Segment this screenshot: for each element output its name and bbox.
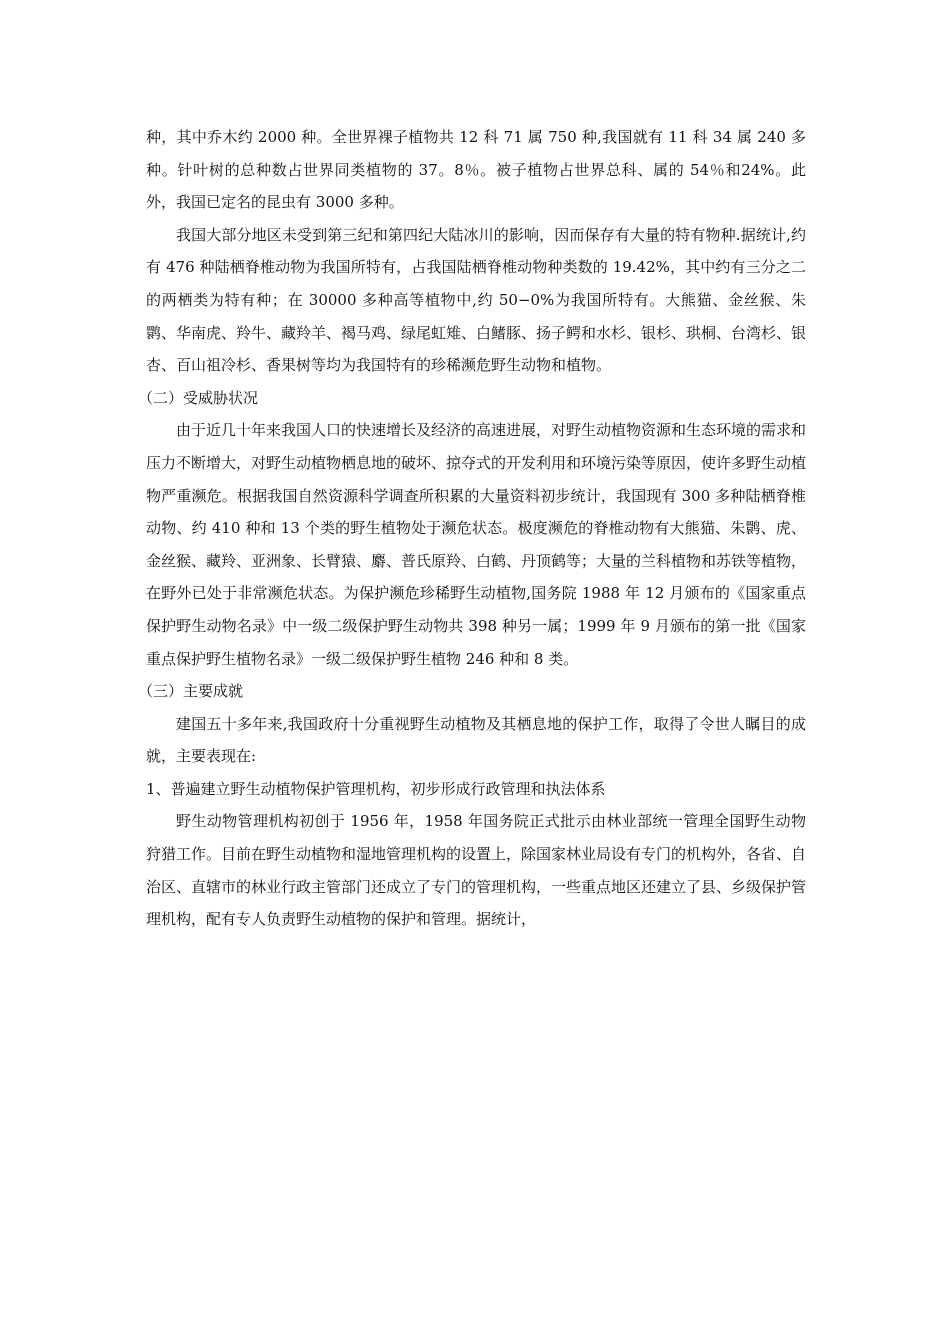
document-body: [138, 121, 807, 936]
paragraph-threat-status: 由于近几十年来我国人口的快速增长及经济的高速进展，对野生动植物资源和生态环境的需求和压力不断增大，对野生动植物栖息地的破坏、掠夺式的开发利用和环境污染等原因，使许多野生动植物严重濒危。根据我国自然资源科学调查所积累的大量资料初步统计，我国现有 300 多种陆栖脊椎动物、约 410 种和 13 个类的野生植物处于濒危状态。极度濒危的脊椎动物有大熊猫、朱鹮、虎、金丝猴、藏羚、亚洲象、长臂猿、麝、普氏原羚、白鹤、丹顶鹤等；大量的兰科植物和苏铁等植物，在野外已处于非常濒危状态。为保护濒危珍稀野生动植物,国务院 1988 年 12 月颁布的《国家重点保护野生动物名录》中一级二级保护野生动物共 398 种另一属；1999 年 9 月颁布的第一批《国家重点保护野生植物名录》一级二级保护野生植物 246 种和 8 类。: [146, 421, 807, 668]
subheading-management-agencies: 1、普遍建立野生动植物保护管理机构，初步形成行政管理和执法体系: [146, 779, 606, 798]
paragraph-achievements-intro: 建国五十多年来,我国政府十分重视野生动植物及其栖息地的保护工作，取得了令世人瞩目的成就，主要表现在:: [146, 714, 806, 766]
section-heading-achievements: （三）主要成就: [138, 682, 244, 701]
paragraph-management-history: 野生动物管理机构初创于 1956 年，1958 年国务院正式批示由林业部统一管理全国野生动物狩猎工作。目前在野生动植物和湿地管理机构的设置上，除国家林业局设有专门的机构外，各省、自治区、直辖市的林业行政主管部门还成立了专门的管理机构，一些重点地区还建立了县、乡级保护管理机构，配有专人负责野生动植物的保护和管理。据统计，: [146, 812, 807, 929]
paragraph-endemic-species: 我国大部分地区未受到第三纪和第四纪大陆冰川的影响，因而保存有大量的特有物种.据统计,约有 476 种陆栖脊椎动物为我国所特有，占我国陆栖脊椎动物种类数的 19.42%，其中约有三分之二的两栖类为特有种；在 30000 多种高等植物中,约 50−0%为我国所特有。大熊猫、金丝猴、朱鹮、华南虎、羚牛、藏羚羊、褐马鸡、绿尾虹雉、白鳍豚、扬子鳄和水杉、银杉、珙桐、台湾杉、银杏、百山祖冷杉、香果树等均为我国特有的珍稀濒危野生动物和植物。: [146, 225, 807, 375]
paragraph-plant-species-stats: 种，其中乔木约 2000 种。全世界裸子植物共 12 科 71 属 750 种,我国就有 11 科 34 属 240 多种。针叶树的总种数占世界同类植物的 37。8％。被子植物占世界总科、属的 54％和24%。此外，我国已定名的昆虫有 3000 多种。: [146, 128, 806, 212]
section-heading-threats: （二）受威胁状况: [138, 388, 259, 407]
